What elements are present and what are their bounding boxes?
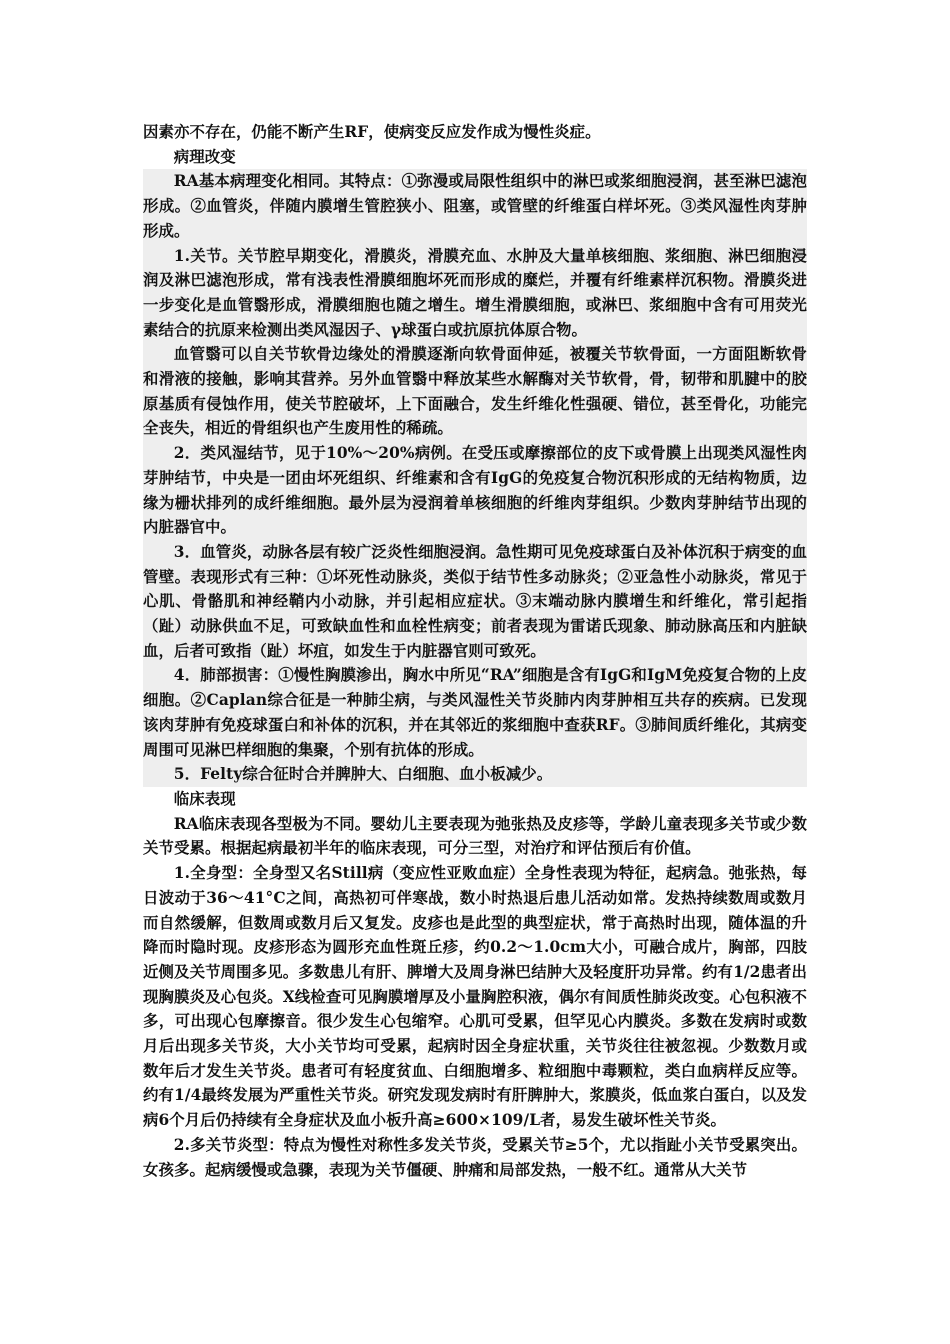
clinical-paragraph-summary: RA临床表现各型极为不同。婴幼儿主要表现为弛张热及皮疹等，学龄儿童表现多关节或少数关节受累。根据起病最初半年的临床表现，可分三型，对治疗和评估预后有价值。 [143, 814, 807, 858]
pathology-paragraph-pannus: 血管翳可以自关节软骨边缘处的滑膜逐渐向软骨面伸延，被覆关节软骨面，一方面阻断软骨和滑液的接触，影响其营养。另外血管翳中释放某些水解酶对关节软骨，骨，韧带和肌腱中的胶原基质有侵蚀作用，使关节腔破坏，上下面融合，发生纤维化性强硬、错位，甚至骨化，功能完全丧失，相近的骨组织也产生废用性的稀疏。 [143, 345, 807, 438]
document-page [143, 120, 807, 1182]
clinical-paragraph-polyarticular: 2.多关节炎型：特点为慢性对称性多发关节炎，受累关节≥5个，尤以指趾小关节受累突出。女孩多。起病缓慢或急骤，表现为关节僵硬、肿痛和局部发热，一般不红。通常从大关节 [143, 1135, 807, 1179]
clinical-paragraph-systemic: 1.全身型：全身型又名Still病（变应性亚败血症）全身性表现为特征，起病急。弛张热，每日波动于36～41°C之间，高热初可伴寒战，数小时热退后患儿活动如常。发热持续数周或数月而自然缓解，但数周或数月后又复发。皮疹也是此型的典型症状，常于高热时出现，随体温的升降而时隐时现。皮疹形态为圆形充血性斑丘疹，约0.2～1.0cm大小，可融合成片，胸部，四肢近侧及关节周围多见。多数患儿有肝、脾增大及周身淋巴结肿大及轻度肝功异常。约有1/2患者出现胸膜炎及心包炎。X线检查可见胸膜增厚及小量胸腔积液，偶尔有间质性肺炎改变。心包积液不多，可出现心包摩擦音。很少发生心包缩窄。心肌可受累，但罕见心内膜炎。多数在发病时或数月后出现多关节炎，大小关节均可受累，起病时因全身症状重，关节炎往往被忽视。少数数月或数年后才发生关节炎。患者可有轻度贫血、白细胞增多、粒细胞中毒颗粒，类白血病样反应等。约有1/4最终发展为严重性关节炎。研究发现发病时有肝脾肿大，浆膜炎，低血浆白蛋白，以及发病6个月后仍持续有全身症状及血小板升高≥600×109/L者，易发生破坏性关节炎。 [143, 864, 807, 1130]
pathology-paragraph-felty: 5．Felty综合征时合并脾肿大、白细胞、血小板减少。 [173, 765, 553, 784]
paragraph-intro: 因素亦不存在，仍能不断产生RF，使病变反应发作成为慢性炎症。 [143, 123, 601, 141]
section-heading-clinical: 临床表现 [173, 789, 236, 808]
pathology-paragraph-lung: 4．肺部损害：①慢性胸膜渗出，胸水中所见“RA”细胞是含有IgG和IgM免疫复合物的上皮细胞。②Caplan综合征是一种肺尘病，与类风湿性关节炎肺内肉芽肿相互共存的疾病。已发现该肉芽肿有免疫球蛋白和补体的沉积，并在其邻近的浆细胞中查获RF。③肺间质纤维化，其病变周围可见淋巴样细胞的集聚，个别有抗体的形成。 [143, 666, 807, 759]
pathology-section [143, 169, 807, 787]
pathology-paragraph-nodule: 2．类风湿结节，见于10%～20%病例。在受压或摩擦部位的皮下或骨膜上出现类风湿性肉芽肿结节，中央是一团由坏死组织、纤维素和含有IgG的免疫复合物沉积形成的无结构物质，边缘为栅状排列的成纤维细胞。最外层为浸润着单核细胞的纤维肉芽组织。少数肉芽肿结节出现的内脏器官中。 [143, 444, 807, 537]
pathology-paragraph-vasculitis: 3．血管炎，动脉各层有较广泛炎性细胞浸润。急性期可见免疫球蛋白及补体沉积于病变的血管壁。表现形式有三种：①坏死性动脉炎，类似于结节性多动脉炎；②亚急性小动脉炎，常见于心肌、骨骼肌和神经鞘内小动脉，并引起相应症状。③末端动脉内膜增生和纤维化，常引起指（趾）动脉供血不足，可致缺血性和血栓性病变；前者表现为雷诺氏现象、肺动脉高压和内脏缺血，后者可致指（趾）坏疽，如发生于内脏器官则可致死。 [143, 542, 807, 660]
pathology-paragraph-joint: 1.关节。关节腔早期变化，滑膜炎，滑膜充血、水肿及大量单核细胞、浆细胞、淋巴细胞浸润及淋巴滤泡形成，常有浅表性滑膜细胞坏死而形成的糜烂，并覆有纤维素样沉积物。滑膜炎进一步变化是血管翳形成，滑膜细胞也随之增生。增生滑膜细胞，或淋巴、浆细胞中含有可用荧光素结合的抗原来检测出类风湿因子、γ球蛋白或抗原抗体原合物。 [143, 246, 807, 339]
section-heading-pathology: 病理改变 [173, 147, 236, 166]
pathology-paragraph-summary: RA基本病理变化相同。其特点：①弥漫或局限性组织中的淋巴或浆细胞浸润，甚至淋巴滤泡形成。②血管炎，伴随内膜增生管腔狭小、阻塞，或管壁的纤维蛋白样坏死。③类风湿性肉芽肿形成。 [143, 172, 807, 240]
